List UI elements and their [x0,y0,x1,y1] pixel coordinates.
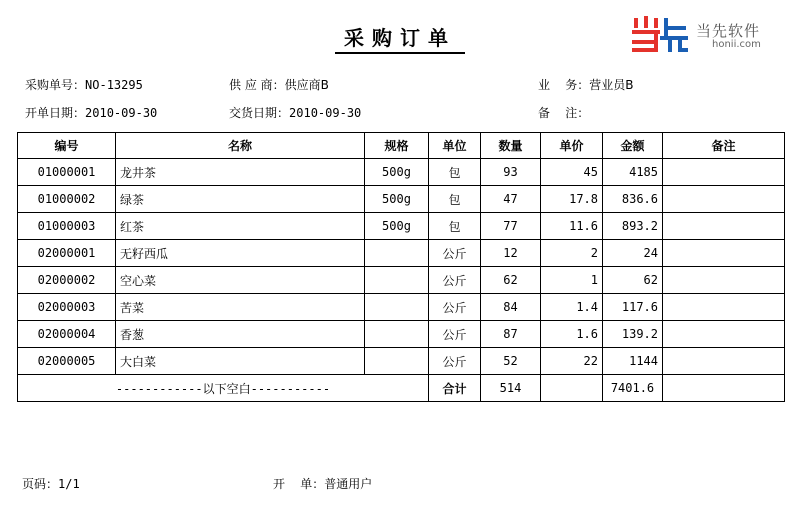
total-remark [663,375,785,402]
cell-name: 无籽西瓜 [116,240,365,267]
open-date [25,104,157,121]
cell-quantity: 12 [481,240,541,267]
table-row [18,348,785,375]
logo-stroke [632,40,658,44]
column-header-unit-price: 单价 [541,133,603,159]
logo-stroke [634,18,638,28]
logo-brand-text: 当先软件 [696,22,761,40]
remark-label: 备 注： [538,106,590,120]
table-row [18,213,785,240]
salesperson-label: 业 务： [538,78,590,92]
cell-name: 红茶 [116,213,365,240]
cell-remark [663,348,785,375]
cell-amount: 117.6 [603,294,663,321]
table-row [18,294,785,321]
cell-spec [365,348,429,375]
cell-name: 香葱 [116,321,365,348]
cell-remark [663,321,785,348]
open-date-label: 开单日期： [25,106,86,120]
cell-unit: 包 [429,186,481,213]
salesperson [538,76,634,93]
cell-code: 02000004 [18,321,116,348]
opened-by-label: 开 单： [273,477,325,491]
supplier [229,76,329,93]
opened-by-value: 普通用户 [324,477,373,491]
table-row [18,159,785,186]
cell-unit-price: 11.6 [541,213,603,240]
delivery-date [229,104,361,121]
total-amount: 7401.6 [603,375,663,402]
cell-spec: 500g [365,159,429,186]
cell-quantity: 84 [481,294,541,321]
page-number-label: 页码： [22,477,59,491]
cell-unit: 公斤 [429,267,481,294]
cell-code: 02000001 [18,240,116,267]
open-date-value: 2010-09-30 [85,106,158,120]
table-total-row [18,375,785,402]
cell-amount: 62 [603,267,663,294]
logo-mark-icon [630,14,690,54]
cell-quantity: 62 [481,267,541,294]
cell-remark [663,267,785,294]
cell-spec [365,267,429,294]
table-row [18,240,785,267]
total-label: 合计 [429,375,481,402]
logo-stroke [664,26,686,30]
cell-quantity: 77 [481,213,541,240]
cell-quantity: 87 [481,321,541,348]
delivery-date-label: 交货日期： [229,106,290,120]
supplier-label: 供 应 商： [229,78,285,92]
cell-amount: 4185 [603,159,663,186]
cell-unit-price: 1.6 [541,321,603,348]
cell-spec: 500g [365,186,429,213]
page-number-value: 1/1 [58,477,80,491]
order-number-value: NO-13295 [85,78,143,92]
cell-unit-price: 45 [541,159,603,186]
cell-amount: 24 [603,240,663,267]
cell-name: 龙井茶 [116,159,365,186]
cell-unit: 公斤 [429,240,481,267]
column-header-quantity: 数量 [481,133,541,159]
cell-quantity: 52 [481,348,541,375]
logo-stroke [644,16,648,28]
cell-remark [663,240,785,267]
document-title: 采购订单 [335,22,465,54]
cell-name: 苦菜 [116,294,365,321]
cell-unit-price: 1 [541,267,603,294]
cell-unit: 公斤 [429,348,481,375]
salesperson-value: 营业员B [589,78,634,92]
column-header-code: 编号 [18,133,116,159]
logo-stroke [668,40,672,52]
cell-spec [365,321,429,348]
order-items-table [17,132,785,402]
total-unit-price [541,375,603,402]
cell-quantity: 47 [481,186,541,213]
logo-stroke [654,18,658,28]
cell-code: 02000002 [18,267,116,294]
column-header-remark: 备注 [663,133,785,159]
cell-remark [663,159,785,186]
cell-quantity: 93 [481,159,541,186]
table-row [18,321,785,348]
column-header-name: 名称 [116,133,365,159]
cell-spec [365,240,429,267]
cell-unit: 包 [429,159,481,186]
column-header-unit: 单位 [429,133,481,159]
logo-domain-text: honii.com [712,39,761,50]
cell-code: 01000001 [18,159,116,186]
cell-amount: 139.2 [603,321,663,348]
cell-code: 01000003 [18,213,116,240]
supplier-value: 供应商B [284,78,329,92]
column-header-amount: 金额 [603,133,663,159]
company-logo [630,14,780,54]
cell-amount: 1144 [603,348,663,375]
order-number-label: 采购单号： [25,78,86,92]
cell-unit-price: 22 [541,348,603,375]
logo-stroke [678,48,688,52]
cell-code: 01000002 [18,186,116,213]
cell-spec [365,294,429,321]
cell-unit: 包 [429,213,481,240]
order-number [25,76,143,93]
column-header-spec: 规格 [365,133,429,159]
cell-code: 02000003 [18,294,116,321]
page-number [22,475,80,492]
delivery-date-value: 2010-09-30 [289,106,362,120]
cell-name: 空心菜 [116,267,365,294]
cell-remark [663,186,785,213]
cell-code: 02000005 [18,348,116,375]
cell-unit-price: 1.4 [541,294,603,321]
cell-amount: 836.6 [603,186,663,213]
table-row [18,186,785,213]
cell-name: 绿茶 [116,186,365,213]
logo-stroke [660,36,688,40]
cell-unit: 公斤 [429,321,481,348]
blank-note: ------------以下空白----------- [18,375,429,402]
cell-unit: 公斤 [429,294,481,321]
cell-amount: 893.2 [603,213,663,240]
cell-spec: 500g [365,213,429,240]
total-quantity: 514 [481,375,541,402]
logo-stroke [632,48,658,52]
cell-unit-price: 17.8 [541,186,603,213]
cell-remark [663,294,785,321]
table-header-row [18,133,785,159]
opened-by [273,475,372,492]
table-row [18,267,785,294]
cell-name: 大白菜 [116,348,365,375]
remark [538,104,589,121]
cell-unit-price: 2 [541,240,603,267]
cell-remark [663,213,785,240]
